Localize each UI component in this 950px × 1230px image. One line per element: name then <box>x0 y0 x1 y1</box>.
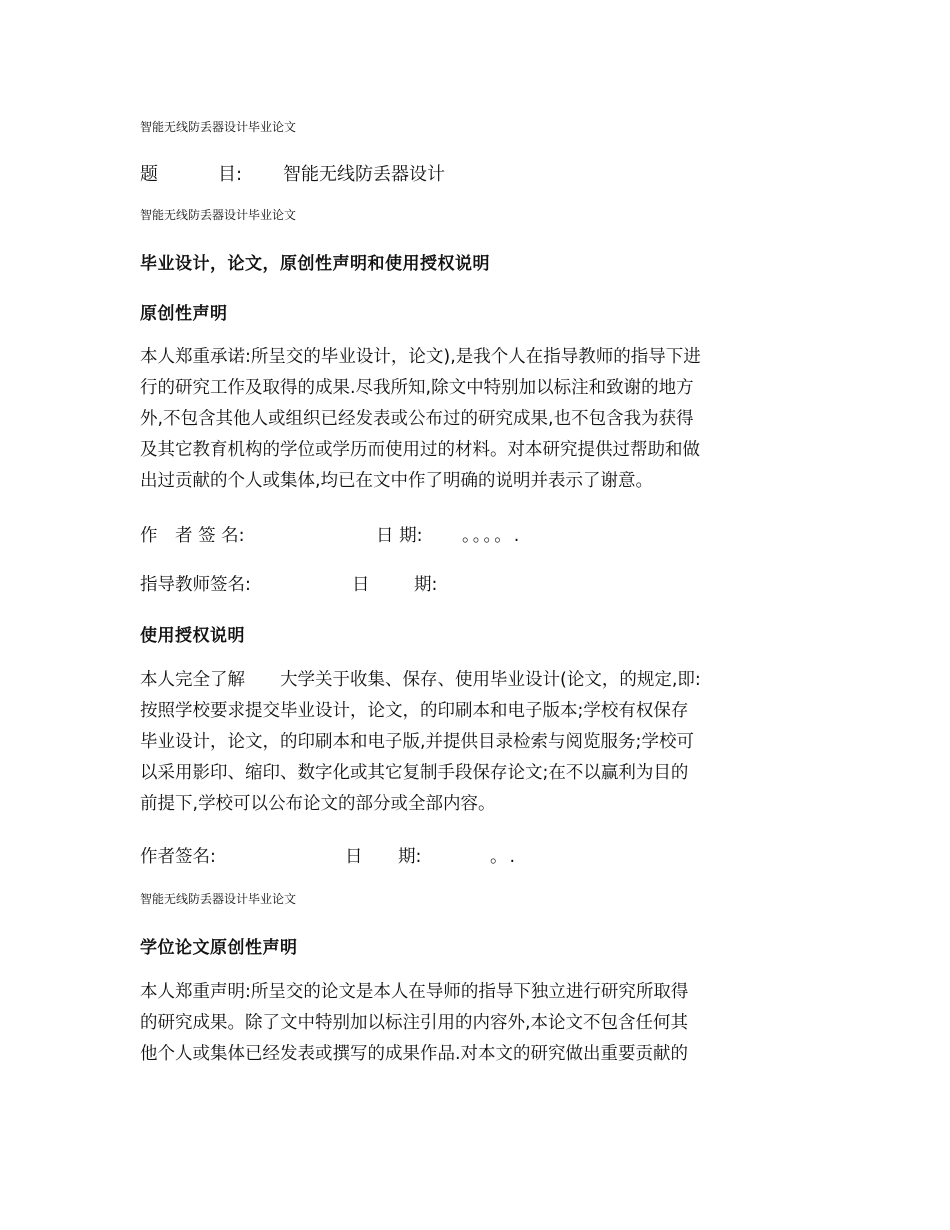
page-header: 智能无线防丢器设计毕业论文 <box>140 892 297 906</box>
page-header: 智能无线防丢器设计毕业论文 <box>140 120 297 134</box>
advisor-signature-label: 指导教师签名: <box>140 575 251 595</box>
originality-heading: 原创性声明 <box>140 304 228 324</box>
page-header: 智能无线防丢器设计毕业论文 <box>140 208 297 222</box>
paragraph-line: 外,不包含其他人或组织已经发表或公布过的研究成果,也不包含我为获得 <box>140 409 694 429</box>
originality-paragraph <box>140 342 820 497</box>
title-label-mu: 目: <box>218 164 243 185</box>
date-value: 。。。。. <box>462 526 522 546</box>
paragraph-line: 毕业设计，论文，的印刷本和电子版,并提供目录检索与阅览服务;学校可 <box>140 732 694 752</box>
authorization-heading: 使用授权说明 <box>140 626 245 646</box>
date-value: 。. <box>490 847 518 867</box>
paragraph-line: 按照学校要求提交毕业设计，论文，的印刷本和电子版本;学校有权保存 <box>140 701 689 721</box>
paragraph-line: 他个人或集体已经发表或撰写的成果作品.对本文的研究做出重要贡献的 <box>140 1044 689 1064</box>
date-label-ri: 日 <box>352 575 370 595</box>
authorization-paragraph <box>140 665 820 820</box>
paragraph-line: 本人郑重承诺:所呈交的毕业设计，论文),是我个人在指导教师的指导下进 <box>140 347 701 367</box>
declaration-heading: 学位论文原创性声明 <box>140 938 298 958</box>
declaration-paragraph <box>140 977 820 1070</box>
paragraph-line: 的研究成果。除了文中特别加以标注引用的内容外,本论文不包含任何其 <box>140 1013 689 1033</box>
paragraph-line: 出过贡献的个人或集体,均已在文中作了明确的说明并表示了谢意。 <box>140 471 654 491</box>
date-label: 日 期: <box>376 526 423 546</box>
author-signature-label: 作 者 签 名: <box>140 526 245 546</box>
author-signature-label: 作者签名: <box>140 847 216 867</box>
paragraph-line: 本人郑重声明:所呈交的论文是本人在导师的指导下独立进行研究所取得 <box>140 982 689 1002</box>
paragraph-line: 以采用影印、缩印、数字化或其它复制手段保存论文;在不以赢利为目的 <box>140 763 689 783</box>
paragraph-line: 及其它教育机构的学位或学历而使用过的材料。对本研究提供过帮助和做 <box>140 440 700 460</box>
date-label-qi: 期: <box>398 847 422 867</box>
paragraph-line: 本人完全了解 大学关于收集、保存、使用毕业设计(论文，的规定,即: <box>140 670 701 690</box>
date-label-qi: 期: <box>414 575 438 595</box>
title-label-ti: 题 <box>140 164 158 185</box>
thesis-title: 智能无线防丢器设计 <box>283 164 445 185</box>
paragraph-line: 前提下,学校可以公布论文的部分或全部内容。 <box>140 794 496 814</box>
paragraph-line: 行的研究工作及取得的成果.尽我所知,除文中特别加以标注和致谢的地方 <box>140 378 694 398</box>
date-label-ri: 日 <box>345 847 363 867</box>
section-heading: 毕业设计，论文，原创性声明和使用授权说明 <box>140 254 490 274</box>
